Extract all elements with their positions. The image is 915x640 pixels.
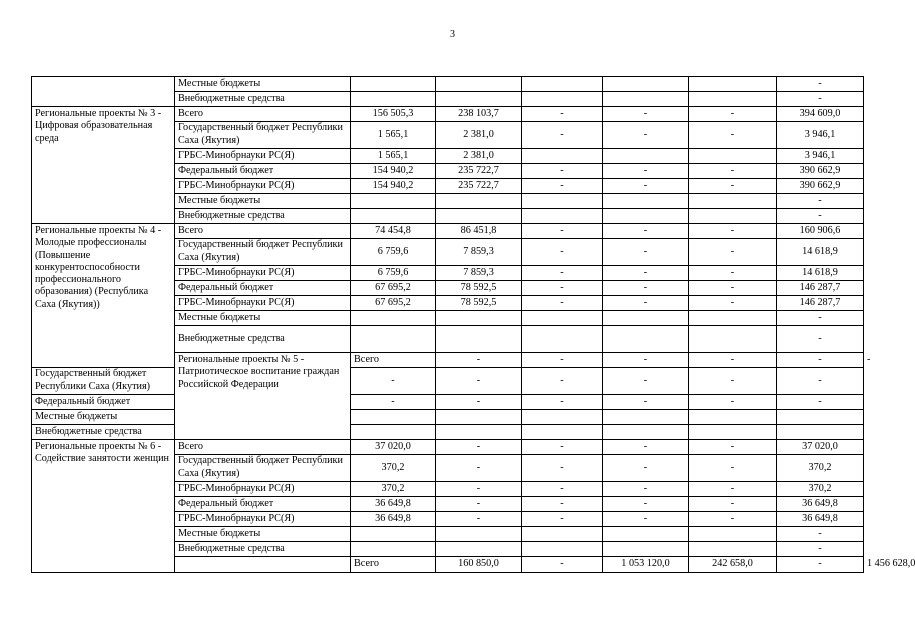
value-cell: - [522, 179, 603, 194]
value-cell [351, 527, 436, 542]
project-cell: Региональные проекты № 3 - Цифровая образовательная среда [32, 107, 175, 224]
value-cell: - [777, 368, 864, 395]
value-cell: 154 940,2 [351, 179, 436, 194]
value-cell: 242 658,0 [689, 557, 777, 573]
value-cell: 14 618,9 [777, 239, 864, 266]
value-cell [689, 194, 777, 209]
value-cell: - [689, 164, 777, 179]
value-cell [522, 410, 603, 425]
value-cell [522, 92, 603, 107]
source-cell: Внебюджетные средства [175, 209, 351, 224]
value-cell [351, 326, 436, 353]
value-cell: - [777, 311, 864, 326]
table-row [32, 368, 864, 395]
value-cell: 78 592,5 [436, 296, 522, 311]
source-cell: Всего [175, 107, 351, 122]
value-cell [689, 527, 777, 542]
value-cell [689, 77, 777, 92]
value-cell [351, 77, 436, 92]
value-cell: - [689, 296, 777, 311]
value-cell: - [777, 353, 864, 368]
value-cell: - [689, 455, 777, 482]
value-cell [436, 410, 522, 425]
value-cell: - [777, 77, 864, 92]
value-cell: - [689, 512, 777, 527]
value-cell [603, 311, 689, 326]
value-cell: - [777, 209, 864, 224]
value-cell [522, 194, 603, 209]
value-cell: - [689, 482, 777, 497]
value-cell: - [689, 266, 777, 281]
value-cell [689, 311, 777, 326]
source-cell: Внебюджетные средства [175, 542, 351, 557]
value-cell [522, 542, 603, 557]
value-cell: - [522, 482, 603, 497]
value-cell [436, 77, 522, 92]
value-cell: - [689, 368, 777, 395]
source-cell: Местные бюджеты [175, 527, 351, 542]
value-cell [603, 77, 689, 92]
value-cell: - [603, 482, 689, 497]
value-cell: - [689, 107, 777, 122]
value-cell: - [689, 281, 777, 296]
value-cell: 6 759,6 [351, 239, 436, 266]
value-cell: - [603, 455, 689, 482]
source-cell: ГРБС-Минобрнауки РС(Я) [175, 179, 351, 194]
value-cell: - [522, 239, 603, 266]
value-cell: 1 565,1 [351, 149, 436, 164]
budget-table-body [32, 77, 915, 573]
value-cell: - [522, 266, 603, 281]
value-cell: - [522, 557, 603, 573]
value-cell: 235 722,7 [436, 179, 522, 194]
value-cell [603, 149, 689, 164]
value-cell: 146 287,7 [777, 281, 864, 296]
value-cell [522, 326, 603, 353]
value-cell: 390 662,9 [777, 179, 864, 194]
value-cell: - [777, 527, 864, 542]
source-cell: Внебюджетные средства [32, 425, 175, 440]
value-cell: 3 946,1 [777, 122, 864, 149]
value-cell: - [603, 179, 689, 194]
value-cell [351, 542, 436, 557]
value-cell: - [522, 107, 603, 122]
value-cell: - [351, 368, 436, 395]
value-cell [689, 542, 777, 557]
value-cell [436, 326, 522, 353]
value-cell [436, 92, 522, 107]
value-cell [436, 542, 522, 557]
value-cell: 390 662,9 [777, 164, 864, 179]
source-cell: Всего [351, 557, 436, 573]
value-cell: 160 850,0 [436, 557, 522, 573]
source-cell: Государственный бюджет Республики Саха (Якутия) [175, 122, 351, 149]
table-row: Региональные проекты № 5 - Патриотическое воспитание граждан Российской Федерации Всего - - - - - - [32, 353, 864, 368]
source-cell: Федеральный бюджет [175, 164, 351, 179]
value-cell: - [689, 353, 777, 368]
value-cell: 238 103,7 [436, 107, 522, 122]
budget-table [31, 76, 915, 573]
value-cell: - [436, 353, 522, 368]
value-cell: - [436, 482, 522, 497]
table-row [32, 395, 864, 410]
value-cell: - [436, 368, 522, 395]
project-cell [32, 77, 175, 107]
table-row [32, 440, 864, 455]
value-cell: - [603, 107, 689, 122]
value-cell: - [603, 353, 689, 368]
value-cell: 235 722,7 [436, 164, 522, 179]
value-cell: - [522, 224, 603, 239]
project-cell [175, 557, 351, 573]
value-cell [351, 92, 436, 107]
value-cell: - [689, 395, 777, 410]
value-cell [603, 92, 689, 107]
value-cell: - [689, 497, 777, 512]
value-cell: 146 287,7 [777, 296, 864, 311]
value-cell: 86 451,8 [436, 224, 522, 239]
value-cell [603, 209, 689, 224]
value-cell: 370,2 [351, 482, 436, 497]
value-cell [777, 425, 864, 440]
source-cell: ГРБС-Минобрнауки РС(Я) [175, 296, 351, 311]
value-cell: 67 695,2 [351, 296, 436, 311]
value-cell: - [603, 497, 689, 512]
source-cell: Всего [351, 353, 436, 368]
table-row [32, 77, 864, 92]
table-row: Всего 160 850,0 - 1 053 120,0 242 658,0 - 1 456 628,0 [32, 557, 864, 573]
source-cell: Внебюджетные средства [175, 92, 351, 107]
value-cell: 2 381,0 [436, 122, 522, 149]
value-cell [522, 425, 603, 440]
value-cell: 3 946,1 [777, 149, 864, 164]
value-cell [522, 209, 603, 224]
value-cell: 1 565,1 [351, 122, 436, 149]
value-cell [603, 542, 689, 557]
value-cell: - [436, 395, 522, 410]
value-cell: - [603, 440, 689, 455]
page-number: 3 [450, 29, 455, 40]
value-cell [689, 410, 777, 425]
source-cell: Государственный бюджет Республики Саха (Якутия) [175, 239, 351, 266]
value-cell [522, 527, 603, 542]
value-cell [777, 410, 864, 425]
value-cell: 37 020,0 [777, 440, 864, 455]
value-cell: - [777, 194, 864, 209]
value-cell: 67 695,2 [351, 281, 436, 296]
source-cell: Государственный бюджет Республики Саха (Якутия) [32, 368, 175, 395]
value-cell: - [777, 542, 864, 557]
source-cell: Местные бюджеты [175, 194, 351, 209]
value-cell [522, 149, 603, 164]
source-cell: Местные бюджеты [175, 311, 351, 326]
source-cell: ГРБС-Минобрнауки РС(Я) [175, 149, 351, 164]
value-cell: - [603, 266, 689, 281]
value-cell: - [351, 395, 436, 410]
value-cell: - [436, 440, 522, 455]
value-cell [351, 410, 436, 425]
value-cell: - [689, 224, 777, 239]
value-cell [689, 425, 777, 440]
project-cell: Региональные проекты № 4 - Молодые профессионалы (Повышение конкурентоспособности профессионального образования) (Республика Саха (Якутия)) [32, 224, 175, 368]
value-cell: - [522, 395, 603, 410]
value-cell: 2 381,0 [436, 149, 522, 164]
source-cell: ГРБС-Минобрнауки РС(Я) [175, 266, 351, 281]
value-cell: - [603, 239, 689, 266]
value-cell [603, 527, 689, 542]
value-cell: - [689, 440, 777, 455]
value-cell: - [522, 512, 603, 527]
value-cell: 7 859,3 [436, 239, 522, 266]
value-cell: - [603, 368, 689, 395]
value-cell [603, 410, 689, 425]
value-cell: - [603, 395, 689, 410]
value-cell [351, 311, 436, 326]
value-cell: - [603, 281, 689, 296]
source-cell: Государственный бюджет Республики Саха (Якутия) [175, 455, 351, 482]
value-cell: 14 618,9 [777, 266, 864, 281]
value-cell: 36 649,8 [777, 497, 864, 512]
value-cell: - [522, 455, 603, 482]
value-cell: - [603, 164, 689, 179]
table-row [32, 107, 864, 122]
source-cell: ГРБС-Минобрнауки РС(Я) [175, 482, 351, 497]
value-cell: 370,2 [777, 482, 864, 497]
value-cell: 36 649,8 [351, 497, 436, 512]
value-cell: - [777, 326, 864, 353]
value-cell: - [436, 455, 522, 482]
project-cell: Региональные проекты № 6 - Содействие занятости женщин [32, 440, 175, 573]
value-cell: - [436, 497, 522, 512]
value-cell [689, 149, 777, 164]
value-cell [436, 311, 522, 326]
source-cell: Местные бюджеты [175, 77, 351, 92]
value-cell [522, 77, 603, 92]
value-cell: - [777, 92, 864, 107]
value-cell: 160 906,6 [777, 224, 864, 239]
value-cell: 7 859,3 [436, 266, 522, 281]
value-cell [522, 311, 603, 326]
value-cell: - [522, 281, 603, 296]
value-cell: 6 759,6 [351, 266, 436, 281]
value-cell: 156 505,3 [351, 107, 436, 122]
source-cell: ГРБС-Минобрнауки РС(Я) [175, 512, 351, 527]
value-cell: - [689, 122, 777, 149]
value-cell: - [522, 164, 603, 179]
value-cell: - [522, 122, 603, 149]
table-row [32, 410, 864, 425]
value-cell: 370,2 [351, 455, 436, 482]
table-row [32, 425, 864, 440]
value-cell [689, 209, 777, 224]
value-cell: 394 609,0 [777, 107, 864, 122]
value-cell [603, 326, 689, 353]
value-cell: - [603, 512, 689, 527]
value-cell: 1 053 120,0 [603, 557, 689, 573]
value-cell [689, 326, 777, 353]
source-cell: Федеральный бюджет [32, 395, 175, 410]
value-cell: 78 592,5 [436, 281, 522, 296]
value-cell: 74 454,8 [351, 224, 436, 239]
value-cell: - [689, 179, 777, 194]
value-cell [603, 425, 689, 440]
value-cell: - [522, 440, 603, 455]
value-cell [436, 209, 522, 224]
value-cell [351, 209, 436, 224]
source-cell: Всего [175, 224, 351, 239]
value-cell: 37 020,0 [351, 440, 436, 455]
value-cell [351, 194, 436, 209]
table-row [32, 224, 864, 239]
value-cell: - [522, 497, 603, 512]
value-cell: 36 649,8 [777, 512, 864, 527]
value-cell [436, 194, 522, 209]
value-cell [351, 425, 436, 440]
value-cell: - [522, 368, 603, 395]
source-cell: Внебюджетные средства [175, 326, 351, 353]
value-cell: - [603, 224, 689, 239]
value-cell: - [436, 512, 522, 527]
value-cell: - [689, 239, 777, 266]
source-cell: Федеральный бюджет [175, 281, 351, 296]
value-cell: 154 940,2 [351, 164, 436, 179]
value-cell: - [603, 122, 689, 149]
value-cell: - [777, 557, 864, 573]
value-cell: - [777, 395, 864, 410]
source-cell: Местные бюджеты [32, 410, 175, 425]
value-cell [603, 194, 689, 209]
value-cell [689, 92, 777, 107]
source-cell: Всего [175, 440, 351, 455]
value-cell: - [522, 296, 603, 311]
value-cell [436, 425, 522, 440]
value-cell: - [603, 296, 689, 311]
source-cell: Федеральный бюджет [175, 497, 351, 512]
value-cell: 36 649,8 [351, 512, 436, 527]
value-cell: 370,2 [777, 455, 864, 482]
value-cell: - [522, 353, 603, 368]
value-cell [436, 527, 522, 542]
project-cell: Региональные проекты № 5 - Патриотическое воспитание граждан Российской Федерации [175, 353, 351, 440]
